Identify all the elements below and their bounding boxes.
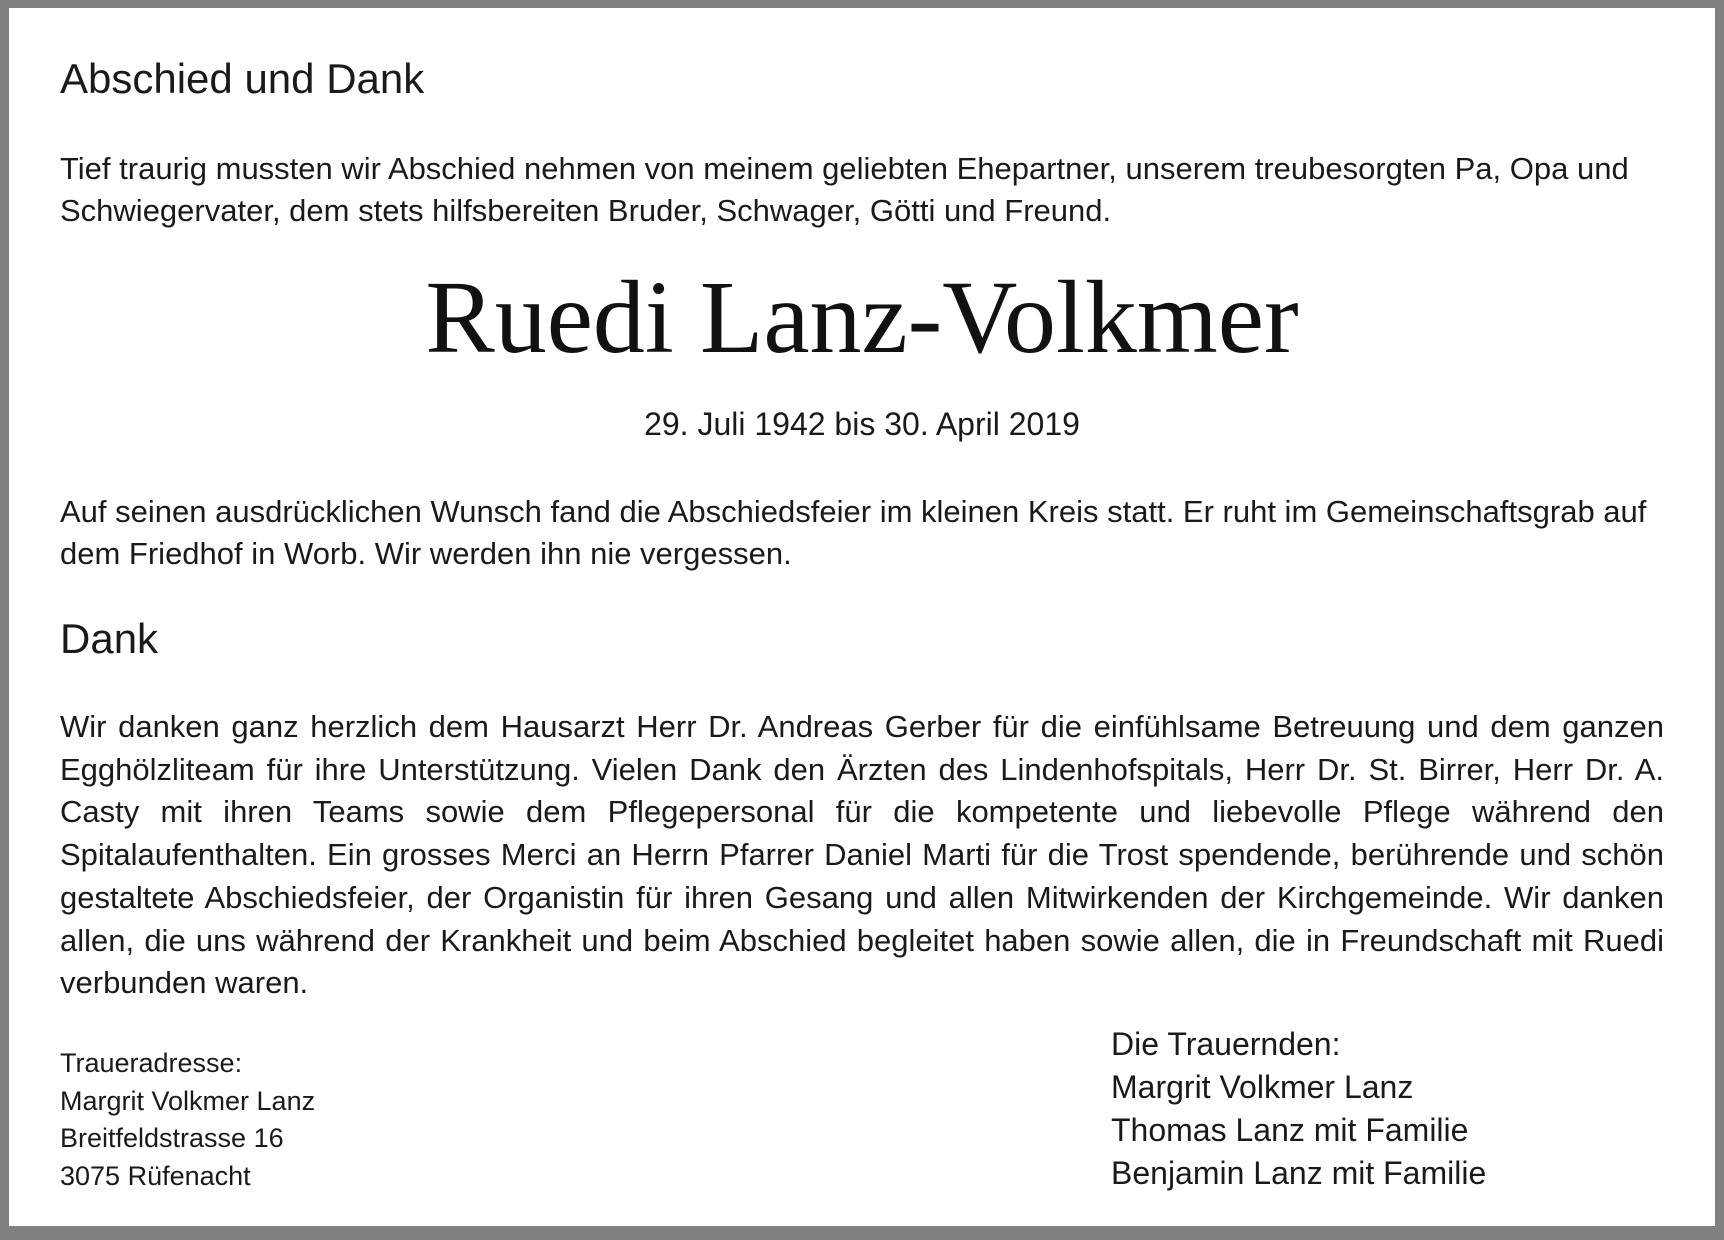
life-dates: 29. Juli 1942 bis 30. April 2019 xyxy=(644,406,1080,442)
address-line: Breitfeldstrasse 16 xyxy=(60,1123,284,1153)
mourners-block xyxy=(1111,1023,1486,1195)
address-label: Traueradresse: xyxy=(60,1048,243,1078)
obituary-card xyxy=(9,8,1715,1226)
intro-paragraph: Tief traurig mussten wir Abschied nehmen von meinem geliebten Ehepartner, unserem treubesorgten Pa, Opa und Schwiegervater, dem stets hilfsbereiten Bruder, Schwager, Götti und Freund. xyxy=(60,151,1629,228)
mourner-name: Benjamin Lanz mit Familie xyxy=(1111,1155,1487,1191)
deceased-name: Ruedi Lanz-Volkmer xyxy=(425,260,1299,375)
wish-paragraph: Auf seinen ausdrücklichen Wunsch fand die Abschiedsfeier im kleinen Kreis statt. Er ruht im Gemeinschaftsgrab auf dem Friedhof in Worb. Wir werden ihn nie vergessen. xyxy=(60,494,1647,571)
mourning-address xyxy=(60,1045,315,1195)
thanks-paragraph: Wir danken ganz herzlich dem Hausarzt Herr Dr. Andreas Gerber für die einfühlsame Betreuung und dem ganzen Egghölzliteam für ihre Unterstützung. Vielen Dank den Ärzten des Lindenhofspitals, Herr Dr. St. Birrer, Herr Dr. A. Casty mit ihren Teams sowie dem Pflegepersonal für die kompetente und liebevolle Pflege während den Spitalaufenthalten. Ein grosses Merci an Herrn Pfarrer Daniel Marti für die Trost spendende, berührende und schön gestaltete Abschiedsfeier, der Organistin für ihren Gesang und allen Mitwirkenden der Kirchgemeinde. Wir danken allen, die uns während der Krankheit und beim Abschied begleitet haben sowie allen, die in Freundschaft mit Ruedi verbunden waren. xyxy=(60,709,1664,1001)
address-line: 3075 Rüfenacht xyxy=(60,1160,251,1191)
mourner-name: Margrit Volkmer Lanz xyxy=(1111,1069,1414,1105)
mourners-label: Die Trauernden: xyxy=(1111,1026,1341,1062)
address-line: Margrit Volkmer Lanz xyxy=(60,1085,316,1116)
notice-heading: Abschied und Dank xyxy=(60,55,425,102)
thanks-heading: Dank xyxy=(60,615,159,662)
mourner-name: Thomas Lanz mit Familie xyxy=(1111,1112,1469,1148)
